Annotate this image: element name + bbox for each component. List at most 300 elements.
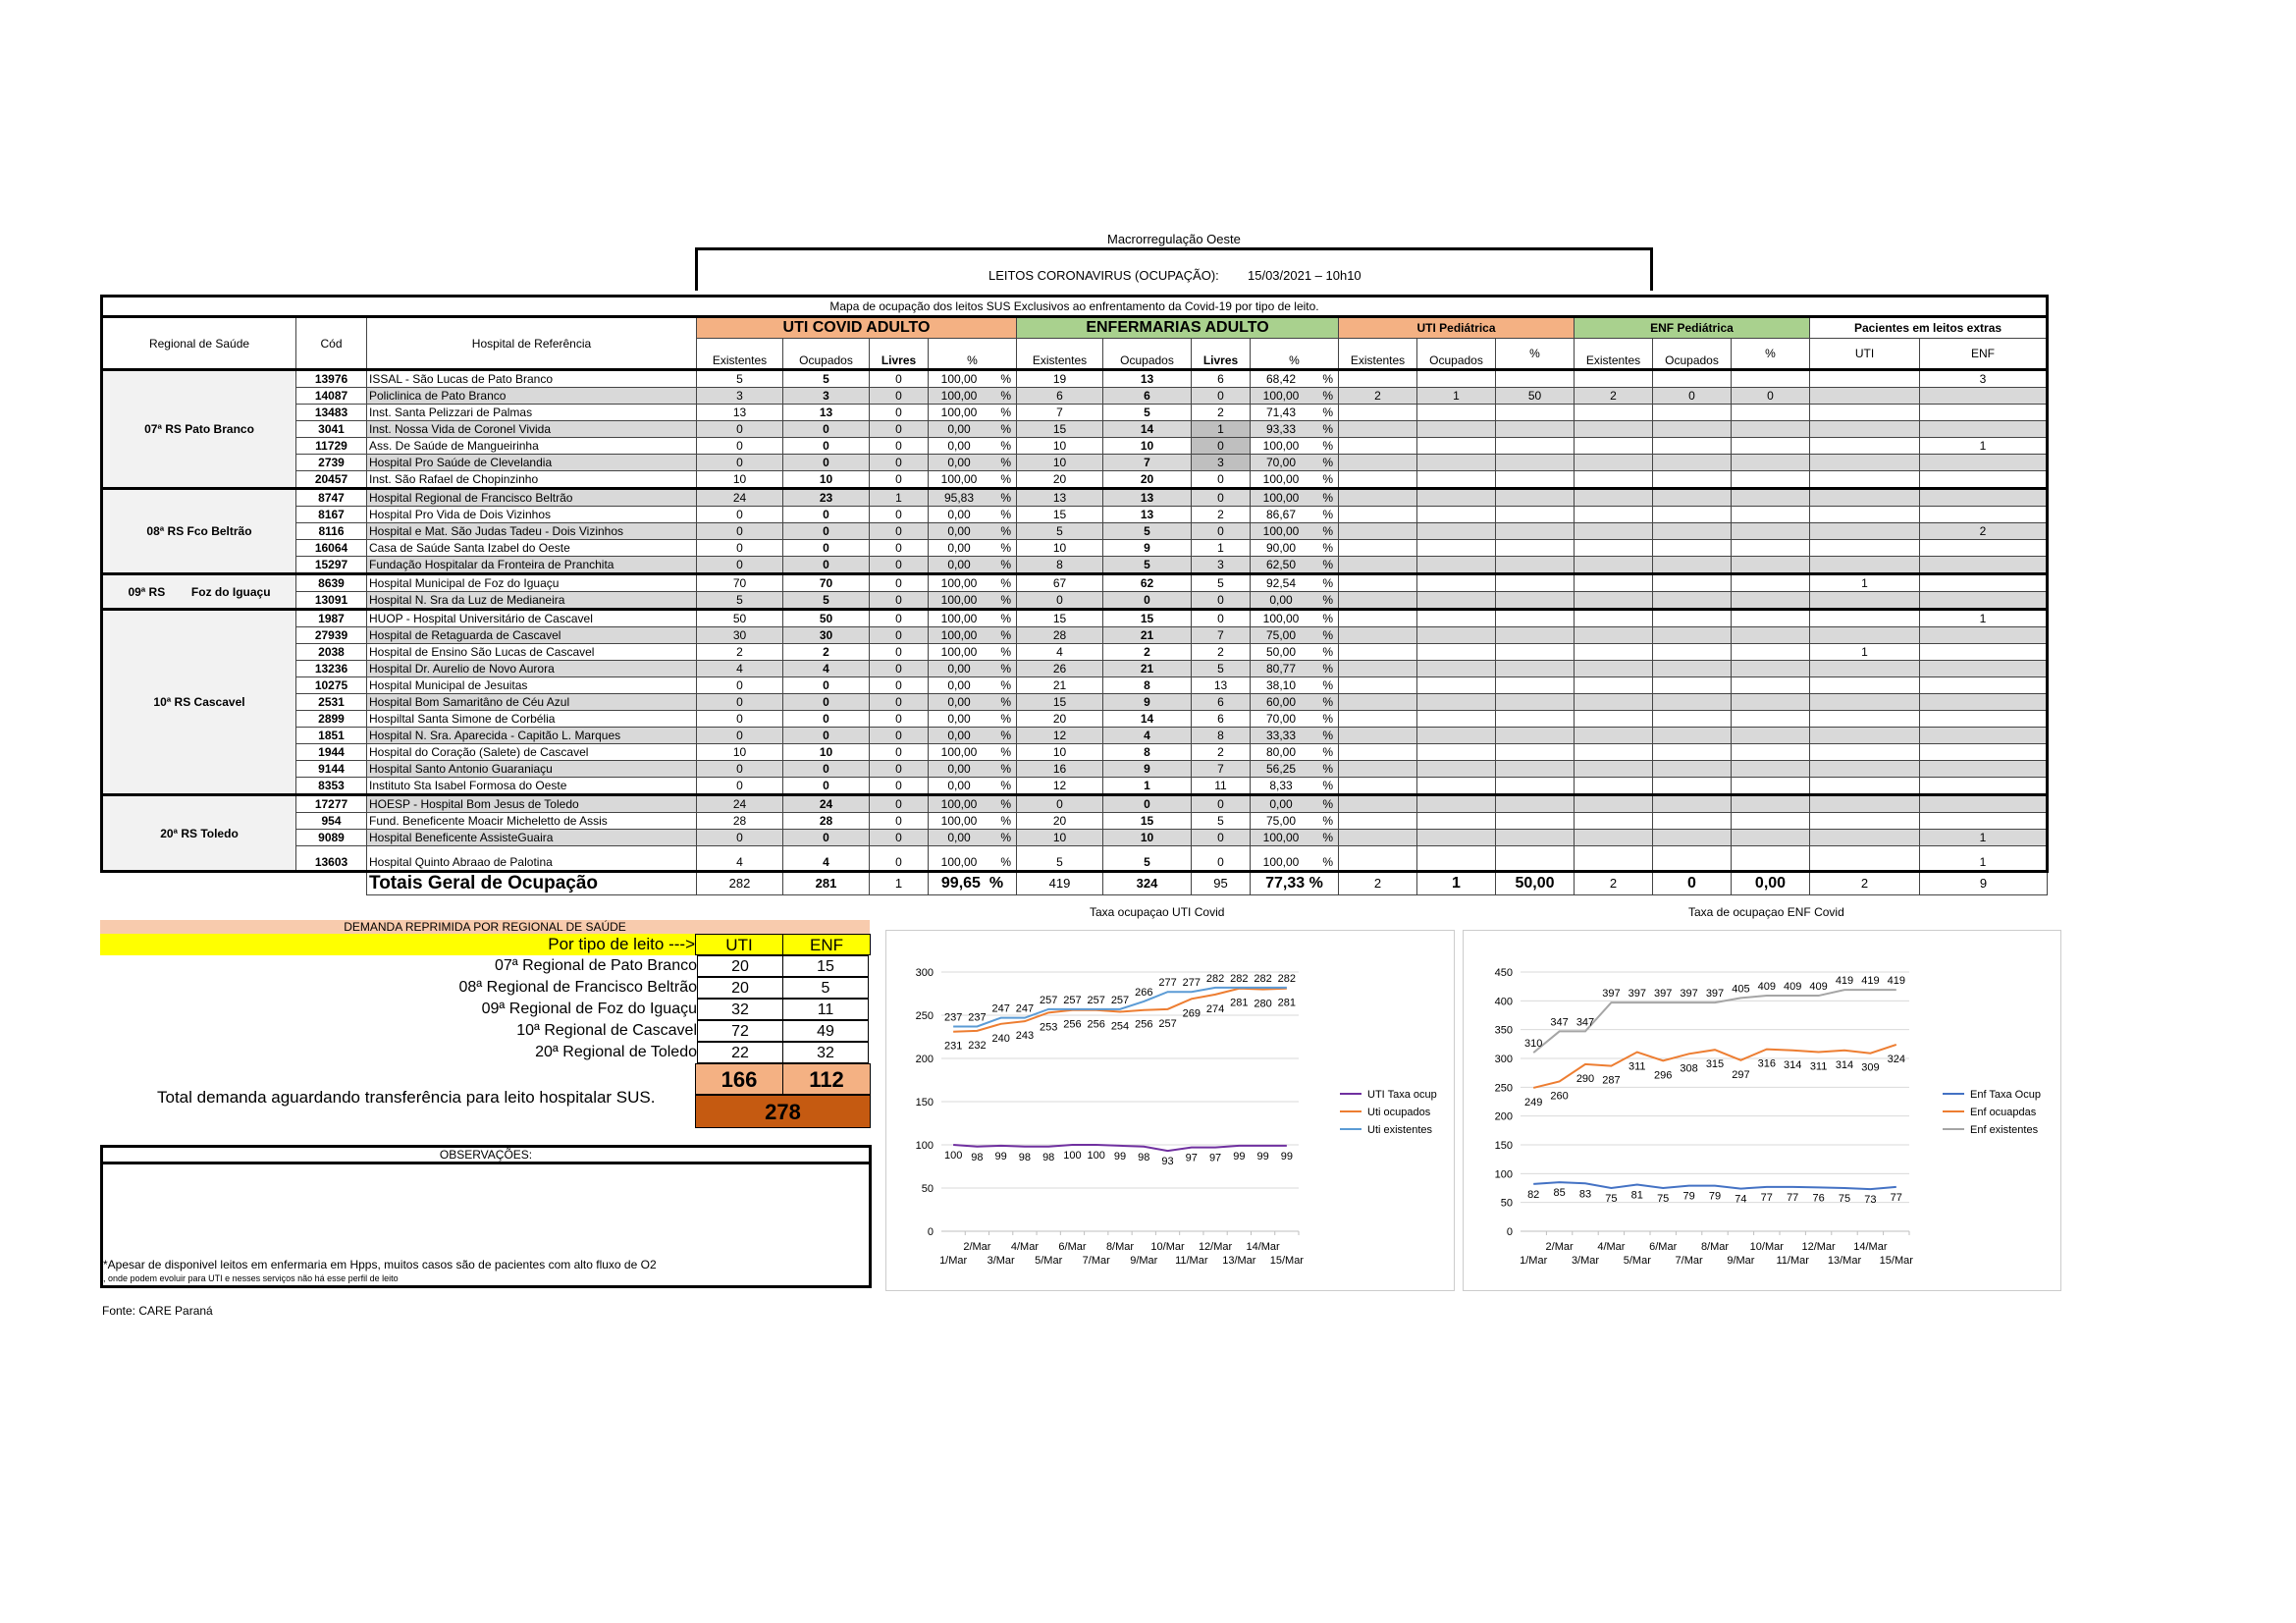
- data-label: 93: [1161, 1156, 1174, 1168]
- data-label: 314: [1835, 1058, 1854, 1071]
- sub-existentes: Existentes: [1339, 339, 1417, 370]
- data-label: 99: [1256, 1150, 1269, 1163]
- data-label: 316: [1757, 1057, 1776, 1070]
- data-label: 83: [1578, 1188, 1592, 1201]
- cell-value: [1339, 557, 1417, 574]
- totals-label: Totais Geral de Ocupação: [367, 872, 697, 895]
- y-tick-label: 150: [915, 1097, 934, 1109]
- data-label: 99: [1280, 1150, 1293, 1163]
- cell-value: [1732, 694, 1810, 711]
- pct-sign: %: [1322, 508, 1333, 521]
- cell-value: [1653, 677, 1732, 694]
- data-label: 419: [1835, 975, 1854, 988]
- cell-value: 15: [1103, 813, 1192, 830]
- pct-sign: %: [1000, 422, 1011, 436]
- cell-value: 5: [1192, 574, 1251, 592]
- cell-value: [1653, 574, 1732, 592]
- table-row: [102, 795, 2048, 813]
- cell-value: 5: [1103, 523, 1192, 540]
- table-row: [102, 728, 2048, 744]
- cell-value: 10: [1017, 830, 1103, 846]
- pct-sign: %: [1000, 456, 1011, 469]
- cell-value: [1653, 421, 1732, 438]
- demanda-total-uti: 166: [695, 1063, 783, 1095]
- y-tick-label: 300: [1494, 1054, 1513, 1065]
- data-label: 419: [1861, 975, 1880, 988]
- cell-value: 3: [697, 388, 783, 405]
- cell-value: [1575, 778, 1653, 795]
- cell-value: [1920, 592, 2048, 610]
- occupancy-pct: [929, 795, 1017, 813]
- cell-value: 2: [1192, 744, 1251, 761]
- pct-value: 75,00: [1265, 814, 1297, 828]
- hospital-code: 20457: [296, 471, 367, 489]
- cell-value: [1496, 644, 1575, 661]
- hospital-code: 2899: [296, 711, 367, 728]
- cell-value: 13: [1103, 370, 1192, 388]
- cell-value: 5: [1103, 405, 1192, 421]
- cell-value: [1339, 677, 1417, 694]
- cell-value: [1339, 711, 1417, 728]
- cell-value: [1496, 574, 1575, 592]
- data-label: 232: [968, 1039, 987, 1052]
- pct-value: 86,67: [1265, 508, 1297, 521]
- cell-value: 0: [870, 592, 929, 610]
- cell-value: 0: [783, 557, 870, 574]
- pct-sign: %: [1322, 831, 1333, 844]
- cell-value: 6: [1192, 370, 1251, 388]
- cell-value: 70: [783, 574, 870, 592]
- cell-value: [1575, 694, 1653, 711]
- chart-enf: [1463, 930, 2061, 1291]
- cell-value: [1417, 438, 1496, 455]
- total-cell: 1: [1417, 872, 1496, 895]
- y-tick-label: 0: [1506, 1226, 1513, 1238]
- occupancy-pct: [929, 744, 1017, 761]
- cell-value: [1653, 778, 1732, 795]
- cell-value: [1575, 507, 1653, 523]
- chart-uti: [885, 930, 1455, 1291]
- pct-value: 70,00: [1265, 712, 1297, 726]
- cell-value: 6: [1192, 711, 1251, 728]
- data-label: 297: [1732, 1068, 1750, 1081]
- cell-value: [1496, 592, 1575, 610]
- cell-value: 7: [1017, 405, 1103, 421]
- pct-value: 100,00: [940, 855, 978, 869]
- data-label: 260: [1550, 1090, 1569, 1103]
- data-label: 231: [943, 1040, 963, 1053]
- occupancy-pct: [1251, 644, 1339, 661]
- occupancy-pct: [1251, 388, 1339, 405]
- pct-sign: %: [1000, 524, 1011, 538]
- cell-value: [1575, 557, 1653, 574]
- cell-value: 10: [1017, 455, 1103, 471]
- hospital-name: Hospital Santo Antonio Guaraniaçu: [367, 761, 697, 778]
- cell-value: 10: [697, 471, 783, 489]
- pct-value: 38,10: [1265, 678, 1297, 692]
- cell-value: 0: [1192, 388, 1251, 405]
- pct-sign: %: [1322, 729, 1333, 742]
- pct-sign: %: [1322, 524, 1333, 538]
- hospital-code: 13483: [296, 405, 367, 421]
- legend-label: Uti existentes: [1367, 1124, 1433, 1136]
- cell-value: [1496, 507, 1575, 523]
- cell-value: 2: [1192, 507, 1251, 523]
- cell-value: [1920, 421, 2048, 438]
- cell-value: 0: [1653, 388, 1732, 405]
- cell-value: [1575, 711, 1653, 728]
- pct-value: 0,00: [1269, 593, 1293, 607]
- cell-value: [1496, 405, 1575, 421]
- pct-sign: %: [1000, 389, 1011, 403]
- cell-value: [1810, 370, 1920, 388]
- table-row: [102, 438, 2048, 455]
- occupancy-pct: [1251, 540, 1339, 557]
- sub-pct: %: [1251, 339, 1339, 370]
- cell-value: [1575, 728, 1653, 744]
- cell-value: [1653, 540, 1732, 557]
- cell-value: [1653, 761, 1732, 778]
- chart-title-uti: Taxa ocupaçao UTI Covid: [1090, 905, 1225, 919]
- table-row: [102, 846, 2048, 872]
- cell-value: 1: [1192, 421, 1251, 438]
- cell-value: 15: [1017, 694, 1103, 711]
- x-tick-label: 2/Mar: [963, 1241, 991, 1253]
- pct-sign: %: [1000, 855, 1011, 869]
- occupancy-pct: [929, 846, 1017, 872]
- cell-value: [1496, 610, 1575, 627]
- cell-value: 26: [1017, 661, 1103, 677]
- data-label: 256: [1087, 1018, 1105, 1031]
- pct-value: 0,00: [947, 662, 971, 676]
- observacoes-box: [100, 1145, 872, 1288]
- table-row: [102, 661, 2048, 677]
- cell-value: [1653, 489, 1732, 507]
- x-tick-label: 6/Mar: [1058, 1241, 1087, 1253]
- occupancy-pct: [1251, 813, 1339, 830]
- data-label: 77: [1787, 1191, 1799, 1204]
- pct-sign: %: [1322, 576, 1333, 590]
- x-tick-label: 9/Mar: [1727, 1255, 1755, 1267]
- cell-value: 2: [697, 644, 783, 661]
- cell-value: 20: [1017, 711, 1103, 728]
- cell-value: 10: [783, 471, 870, 489]
- data-label: 77: [1760, 1191, 1773, 1204]
- occupancy-pct: [929, 455, 1017, 471]
- cell-value: 0: [870, 846, 929, 872]
- cell-value: 4: [1103, 728, 1192, 744]
- cell-value: 3: [783, 388, 870, 405]
- hospital-name: HOESP - Hospital Bom Jesus de Toledo: [367, 795, 697, 813]
- cell-value: 20: [1017, 813, 1103, 830]
- pct-sign: %: [1322, 372, 1333, 386]
- cell-value: 0: [870, 610, 929, 627]
- pct-sign: %: [1000, 558, 1011, 571]
- pct-value: 80,77: [1265, 662, 1297, 676]
- pct-sign: %: [1000, 797, 1011, 811]
- hospital-code: 14087: [296, 388, 367, 405]
- cell-value: 8: [1192, 728, 1251, 744]
- cell-value: [1417, 557, 1496, 574]
- cell-value: [1339, 728, 1417, 744]
- data-label: 269: [1182, 1007, 1201, 1020]
- x-tick-label: 1/Mar: [939, 1255, 968, 1267]
- data-label: 237: [968, 1011, 987, 1024]
- cell-value: [1339, 370, 1417, 388]
- occupancy-pct: [1251, 574, 1339, 592]
- pct-value: 0,00: [947, 439, 971, 453]
- cell-value: 4: [783, 661, 870, 677]
- demanda-enf-value: 32: [782, 1042, 869, 1063]
- sub-ocupados: Ocupados: [1103, 339, 1192, 370]
- cell-value: [1810, 744, 1920, 761]
- pct-sign: %: [1000, 678, 1011, 692]
- data-label: 257: [1063, 994, 1082, 1006]
- table-row: [102, 507, 2048, 523]
- data-label: 85: [1553, 1187, 1566, 1200]
- occupancy-pct: [1251, 438, 1339, 455]
- y-tick-label: 450: [1494, 967, 1513, 979]
- cell-value: [1732, 610, 1810, 627]
- y-tick-label: 250: [915, 1010, 934, 1022]
- hospital-code: 1944: [296, 744, 367, 761]
- hospital-code: 13976: [296, 370, 367, 388]
- cell-value: [1653, 744, 1732, 761]
- cell-value: [1496, 557, 1575, 574]
- x-tick-label: 5/Mar: [1035, 1255, 1063, 1267]
- cell-value: [1810, 661, 1920, 677]
- data-label: 257: [1087, 994, 1105, 1006]
- cell-value: 10: [1103, 830, 1192, 846]
- cell-value: 0: [870, 523, 929, 540]
- cell-value: 0: [870, 388, 929, 405]
- cell-value: 1: [1192, 540, 1251, 557]
- hospital-code: 15297: [296, 557, 367, 574]
- data-label: 254: [1110, 1020, 1130, 1033]
- cell-value: 0: [697, 455, 783, 471]
- data-label: 311: [1809, 1060, 1828, 1073]
- cell-value: [1575, 830, 1653, 846]
- sub-livres: Livres: [1192, 339, 1251, 370]
- total-cell: 281: [783, 872, 870, 895]
- cell-value: 0: [870, 438, 929, 455]
- occupancy-pct: [1251, 694, 1339, 711]
- cell-value: [1575, 540, 1653, 557]
- cell-value: [1653, 795, 1732, 813]
- cell-value: 0: [870, 795, 929, 813]
- cell-value: [1339, 644, 1417, 661]
- occupancy-pct: [929, 661, 1017, 677]
- cell-value: [1810, 677, 1920, 694]
- pct-value: 100,00: [940, 612, 978, 625]
- cell-value: [1653, 370, 1732, 388]
- data-label: 274: [1205, 1002, 1225, 1015]
- cell-value: [1732, 421, 1810, 438]
- sub-existentes: Existentes: [697, 339, 783, 370]
- occupancy-pct: [1251, 778, 1339, 795]
- cell-value: [1732, 471, 1810, 489]
- cell-value: [1810, 388, 1920, 405]
- pct-value: 0,00: [947, 524, 971, 538]
- data-label: 282: [1254, 972, 1272, 985]
- data-label: 82: [1527, 1188, 1540, 1201]
- data-label: 100: [1063, 1150, 1082, 1162]
- demanda-regional: 20ª Regional de Toledo: [535, 1044, 697, 1060]
- cell-value: [1339, 830, 1417, 846]
- cell-value: 2: [1575, 388, 1653, 405]
- x-tick-label: 11/Mar: [1175, 1255, 1208, 1267]
- data-label: 314: [1784, 1058, 1802, 1071]
- pct-value: 0,00: [1269, 797, 1293, 811]
- pct-sign: %: [1322, 593, 1333, 607]
- cell-value: 15: [1017, 610, 1103, 627]
- hospital-code: 2531: [296, 694, 367, 711]
- data-label: 74: [1735, 1193, 1747, 1206]
- cell-value: [1653, 455, 1732, 471]
- pct-sign: %: [1322, 491, 1333, 505]
- pct-value: 100,00: [1262, 855, 1300, 869]
- cell-value: [1417, 405, 1496, 421]
- cell-value: 50: [783, 610, 870, 627]
- cell-value: [1575, 574, 1653, 592]
- cell-value: 5: [1017, 523, 1103, 540]
- data-label: 405: [1732, 983, 1750, 996]
- pct-sign: %: [1322, 712, 1333, 726]
- data-label: 79: [1708, 1190, 1722, 1203]
- cell-value: [1496, 694, 1575, 711]
- cell-value: [1920, 455, 2048, 471]
- pct-sign: %: [1322, 678, 1333, 692]
- hospital-name: Hospital de Ensino São Lucas de Cascavel: [367, 644, 697, 661]
- col-cod: Cód: [296, 317, 367, 370]
- cell-value: [1339, 627, 1417, 644]
- data-label: 77: [1890, 1191, 1902, 1204]
- x-tick-label: 1/Mar: [1520, 1255, 1548, 1267]
- cell-value: 70: [697, 574, 783, 592]
- cell-value: 0: [697, 711, 783, 728]
- hospital-name: Fundação Hospitalar da Fronteira de Pranchita: [367, 557, 697, 574]
- table-row: [102, 592, 2048, 610]
- cell-value: 13: [1017, 489, 1103, 507]
- data-label: 277: [1158, 977, 1177, 990]
- cell-value: 0: [870, 574, 929, 592]
- observacoes-note: *Apesar de disponivel leitos em enfermaria em Hpps, muitos casos são de pacientes com alto fluxo de O2: [103, 1258, 657, 1271]
- x-tick-label: 14/Mar: [1246, 1241, 1280, 1253]
- cell-value: [1417, 813, 1496, 830]
- occupancy-pct: [929, 523, 1017, 540]
- cell-value: 0: [783, 677, 870, 694]
- pct-sign: %: [1000, 762, 1011, 776]
- cell-value: 10: [1017, 540, 1103, 557]
- cell-value: 8: [1103, 744, 1192, 761]
- cell-value: [1417, 523, 1496, 540]
- cell-value: 28: [697, 813, 783, 830]
- cell-value: 1: [1920, 610, 2048, 627]
- data-label: 324: [1887, 1053, 1905, 1065]
- sub-uti: UTI: [1810, 339, 1920, 370]
- data-label: 257: [1040, 994, 1058, 1006]
- cell-value: 0: [697, 778, 783, 795]
- cell-value: [1417, 455, 1496, 471]
- cell-value: [1417, 761, 1496, 778]
- cell-value: 4: [783, 846, 870, 872]
- hospital-code: 2739: [296, 455, 367, 471]
- data-label: 310: [1524, 1038, 1543, 1051]
- cell-value: 7: [1192, 761, 1251, 778]
- hospital-name: Policlinica de Pato Branco: [367, 388, 697, 405]
- pct-sign: %: [1322, 745, 1333, 759]
- hospital-code: 8167: [296, 507, 367, 523]
- total-cell: 0: [1653, 872, 1732, 895]
- cell-value: [1496, 489, 1575, 507]
- occupancy-pct: [1251, 744, 1339, 761]
- pct-value: 0,00: [947, 779, 971, 792]
- cell-value: [1575, 471, 1653, 489]
- cell-value: [1653, 610, 1732, 627]
- table-row: [102, 830, 2048, 846]
- data-label: 308: [1680, 1062, 1698, 1075]
- pct-value: 68,42: [1265, 372, 1297, 386]
- cell-value: [1810, 455, 1920, 471]
- cell-value: 0: [697, 523, 783, 540]
- cell-value: [1920, 557, 2048, 574]
- cell-value: [1920, 677, 2048, 694]
- cell-value: 0: [783, 830, 870, 846]
- cell-value: 1: [1920, 846, 2048, 872]
- cell-value: [1575, 421, 1653, 438]
- cell-value: 5: [1192, 813, 1251, 830]
- cell-value: 24: [697, 795, 783, 813]
- hospital-code: 10275: [296, 677, 367, 694]
- cell-value: 1: [1417, 388, 1496, 405]
- occupancy-pct: [929, 421, 1017, 438]
- hospital-code: 8639: [296, 574, 367, 592]
- pct-sign: %: [1322, 662, 1333, 676]
- cell-value: 0: [870, 455, 929, 471]
- demanda-regional: 10ª Regional de Cascavel: [516, 1022, 697, 1039]
- pct-value: 100,00: [1262, 439, 1300, 453]
- cell-value: [1732, 455, 1810, 471]
- cell-value: 0: [1103, 795, 1192, 813]
- data-label: 257: [1158, 1017, 1177, 1030]
- cell-value: [1732, 574, 1810, 592]
- cell-value: 15: [1017, 421, 1103, 438]
- cell-value: 5: [1017, 846, 1103, 872]
- sub-ocupados: Ocupados: [1653, 339, 1732, 370]
- cell-value: 2: [1103, 644, 1192, 661]
- data-label: 247: [991, 1002, 1010, 1015]
- data-label: 419: [1887, 975, 1905, 988]
- hospital-code: 9089: [296, 830, 367, 846]
- pct-value: 100,00: [940, 576, 978, 590]
- cell-value: 7: [1192, 627, 1251, 644]
- pct-sign: %: [1000, 712, 1011, 726]
- cell-value: [1810, 778, 1920, 795]
- hospital-code: 16064: [296, 540, 367, 557]
- cell-value: 2: [1339, 388, 1417, 405]
- cell-value: [1920, 627, 2048, 644]
- cell-value: [1496, 627, 1575, 644]
- hospital-name: Hospital Pro Vida de Dois Vizinhos: [367, 507, 697, 523]
- pct-sign: %: [1000, 491, 1011, 505]
- occupancy-pct: [1251, 370, 1339, 388]
- cell-value: [1653, 728, 1732, 744]
- data-label: 290: [1575, 1072, 1595, 1085]
- pct-value: 100,00: [1262, 612, 1300, 625]
- col-enf-ped: ENF Pediátrica: [1575, 317, 1810, 339]
- demanda-uti-header: UTI: [695, 934, 783, 955]
- cell-value: [1732, 761, 1810, 778]
